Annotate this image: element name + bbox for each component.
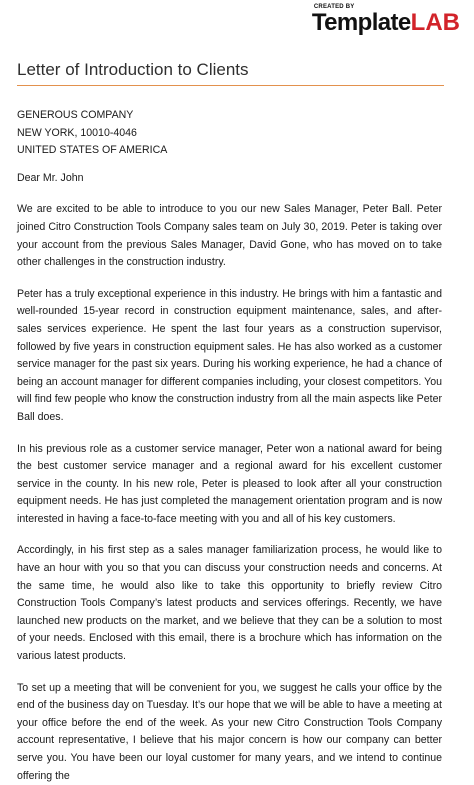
logo-created-by: CREATED BY <box>313 4 355 10</box>
address-line: UNITED STATES OF AMERICA <box>17 144 168 157</box>
paragraph: In his previous role as a customer service manager, Peter won a national award for being the best customer service manager and a regional award for his excellent customer service in the county. In his new role, Peter is pleased to look after all your construction equipment needs. He has just completed the management orientation program and is now interested in having a face-to-face meeting with you and all of his key customers. <box>17 442 442 525</box>
letter-body <box>17 107 442 785</box>
address-line: GENEROUS COMPANY <box>17 109 134 121</box>
salutation: Dear Mr. John <box>17 171 84 184</box>
templatelab-logo <box>312 4 460 35</box>
recipient-address <box>17 107 442 160</box>
title-divider <box>17 85 444 86</box>
logo-brand-accent: LAB <box>410 9 460 36</box>
document-title: Letter of Introduction to Clients <box>17 60 249 79</box>
paragraph: To set up a meeting that will be convenient for you, we suggest he calls your office by the end of the business day on Tuesday. It’s our hope that we will be able to have a meeting at your office before the end of the week. As your new Citro Construction Tools Company account representative, I believe that his major concern is how our company can better serve you. You have been our loyal customer for many years, and we intend to continue offering the <box>17 681 442 782</box>
address-line: NEW YORK, 10010-4046 <box>17 126 137 139</box>
logo-brand <box>312 11 460 35</box>
paragraph: Peter has a truly exceptional experience in this industry. He brings with him a fantastic and well-rounded 15-year record in construction equipment maintenance, sales, and after-sales services experience. He spent the last four years as a construction supervisor, followed by five years in construction equipment sales. He has also worked as a customer service manager for the past six years. During his working experience, he had a chance of being an account manager for different companies including, your closest competitors. You will find few people who know the construction industry from all the main aspects like Peter Ball does. <box>17 287 442 423</box>
paragraph: Accordingly, in his first step as a sales manager familiarization process, he would like to have an hour with you so that you can discuss your construction needs and concerns. At the same time, he would also like to take this opportunity to briefly review Citro Construction Tools Company’s latest products and services offerings. Recently, we have launched new products on the market, and we believe that they can be a solution to most of your needs. Enclosed with this email, there is a brochure which has information on the various latest products. <box>17 544 442 663</box>
logo-brand-main: Template <box>311 9 411 36</box>
paragraph: We are excited to be able to introduce to you our new Sales Manager, Peter Ball. Peter joined Citro Construction Tools Company sales team on July 30, 2019. Peter is taking over your account from the previous Sales Manager, David Gone, who has moved on to take other challenges in the construction industry. <box>17 203 442 269</box>
